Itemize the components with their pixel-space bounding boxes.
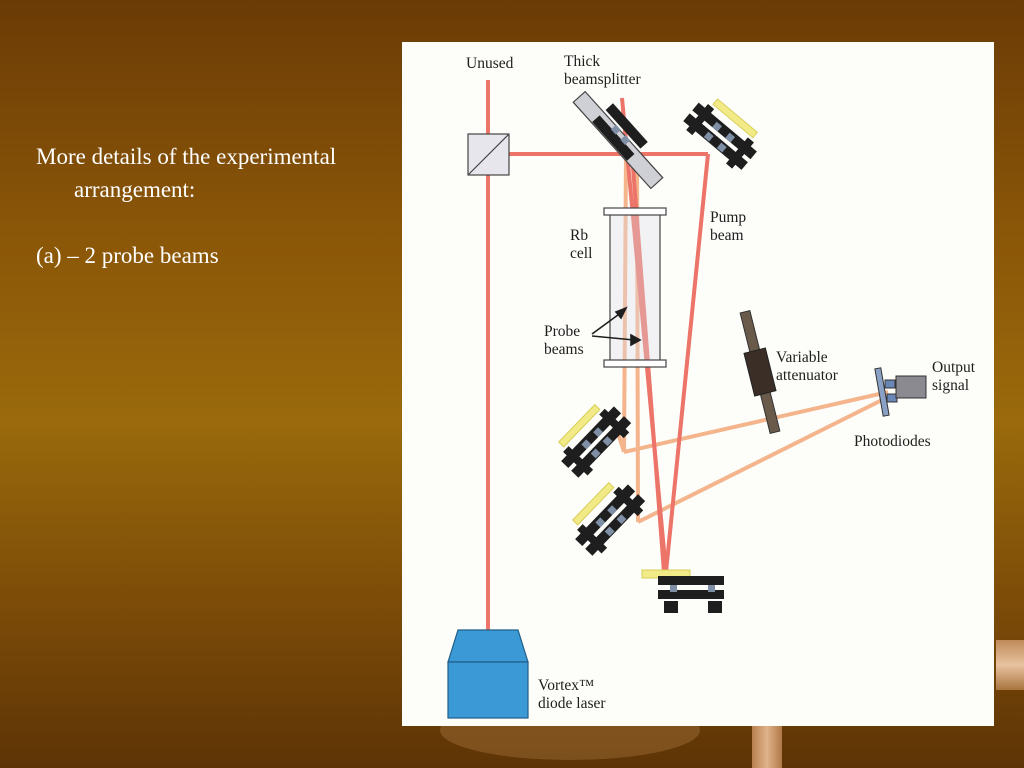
label-var-line1: Variable (776, 349, 828, 366)
background-rail (996, 640, 1024, 690)
setup-diagram (402, 42, 994, 726)
label-output-line1: Output (932, 359, 976, 376)
label-rb-line2: cell (570, 245, 593, 262)
label-probe-line2: beams (544, 341, 584, 358)
pump-mirror-icon (680, 91, 767, 174)
label-thick-line2: beamsplitter (564, 71, 641, 88)
bottom-mirror-icon (642, 570, 724, 613)
bullet-experimental-arrangement: More details of the experimental arrangement: (36, 144, 337, 202)
label-unused: Unused (466, 55, 514, 72)
thick-beamsplitter-icon (573, 92, 663, 189)
label-thick-line1: Thick (564, 53, 601, 70)
bullet-probe-beams: (a) – 2 probe beams (36, 243, 219, 268)
label-laser-line1: Vortex™ (538, 677, 595, 694)
label-pump-line1: Pump (710, 209, 747, 226)
figure-panel (402, 42, 994, 726)
label-rb-line1: Rb (570, 227, 589, 244)
cube-beamsplitter-icon (468, 134, 509, 175)
label-laser-line2: diode laser (538, 695, 606, 712)
label-pump-line2: beam (710, 227, 744, 244)
slide-text (36, 140, 376, 272)
diode-laser-icon (448, 630, 528, 718)
label-var-line2: attenuator (776, 367, 838, 384)
label-probe-line1: Probe (544, 323, 581, 340)
label-photodiodes: Photodiodes (854, 433, 931, 450)
photodiode-icon (875, 368, 926, 416)
label-output-line2: signal (932, 377, 970, 394)
laser-beam (488, 80, 708, 634)
